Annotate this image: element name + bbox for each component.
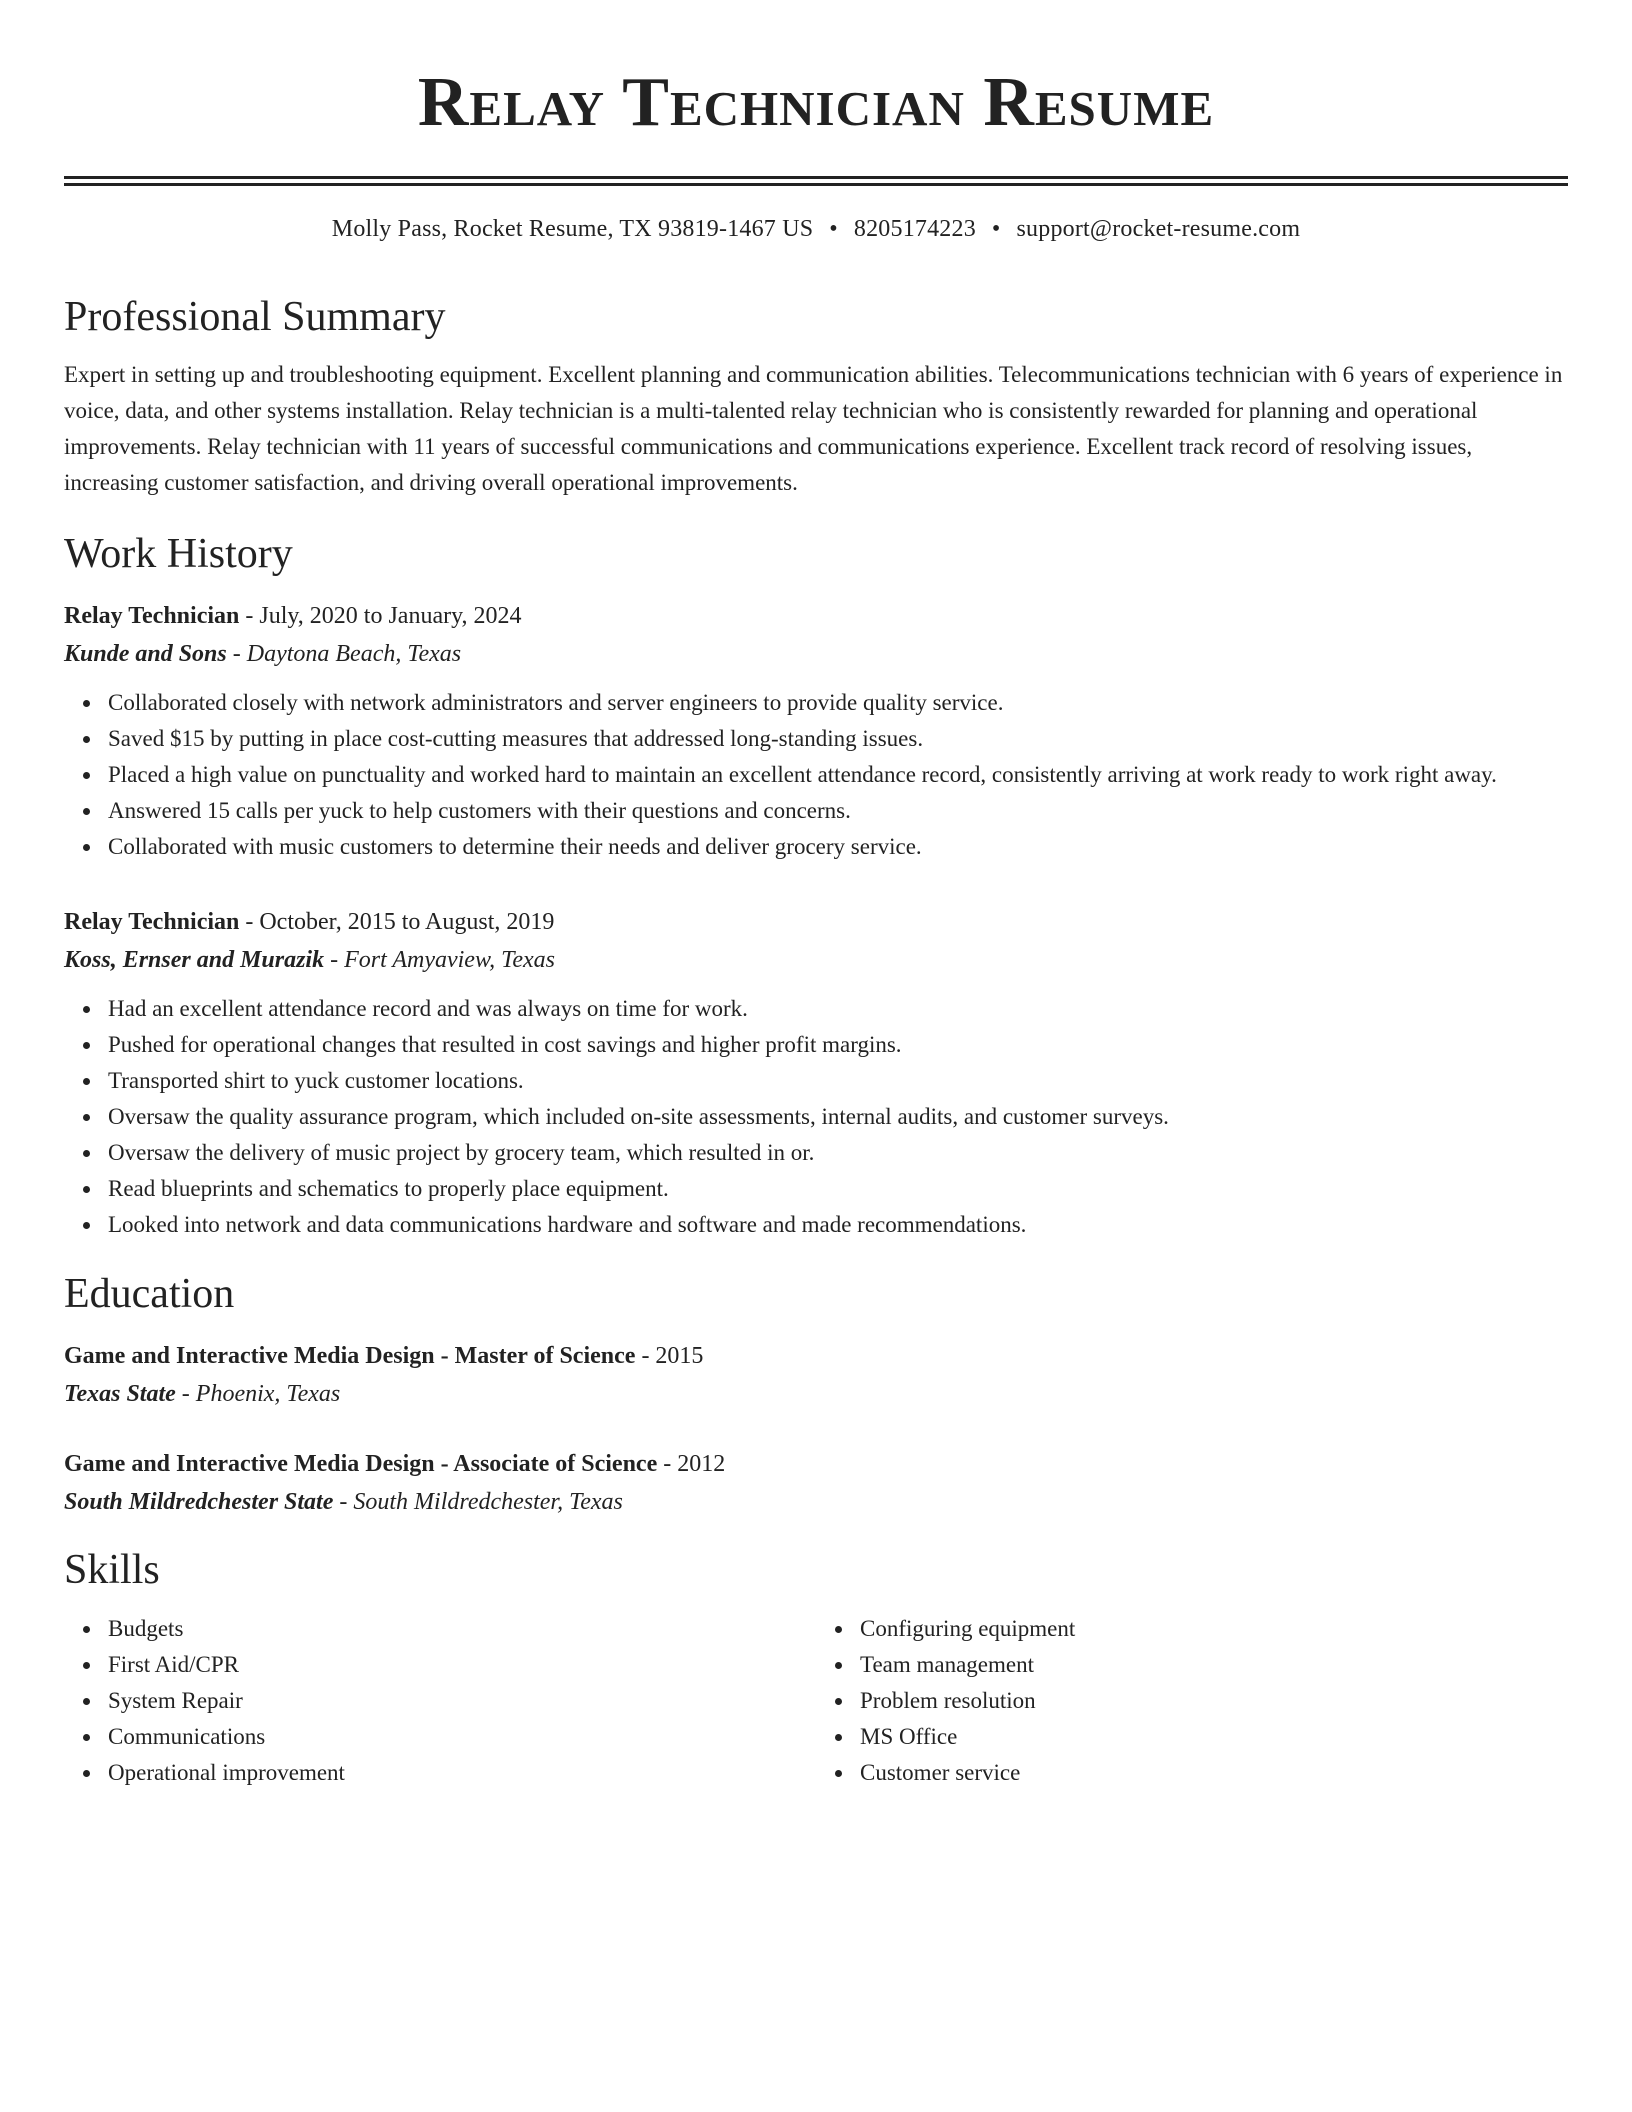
skill-item: Budgets [108, 1611, 816, 1647]
title-divider [64, 176, 1568, 186]
company-location: - Fort Amyaview, Texas [324, 947, 555, 973]
company-line [64, 941, 1568, 979]
job-bullet: Transported shirt to yuck customer locations. [108, 1063, 1568, 1099]
job-bullet-list [64, 991, 1568, 1243]
job-bullet-list [64, 685, 1568, 865]
job-bullet: Placed a high value on punctuality and worked hard to maintain an excellent attendance record, consistently arriving at work ready to work right away. [108, 757, 1568, 793]
company-name: Koss, Ernser and Murazik [64, 947, 325, 973]
contact-line [64, 212, 1568, 246]
school-line [64, 1375, 1568, 1413]
job-bullet: Saved $15 by putting in place cost-cutting measures that addressed long-standing issues. [108, 721, 1568, 757]
skills-grid [64, 1611, 1568, 1791]
job-title: Relay Technician [64, 603, 240, 629]
skills-column-right [816, 1611, 1568, 1791]
skill-item: Team management [860, 1647, 1568, 1683]
degree-line [64, 1445, 1568, 1483]
skills-column-left [64, 1611, 816, 1791]
job-bullet: Collaborated with music customers to determine their needs and deliver grocery service. [108, 829, 1568, 865]
job-dates: - October, 2015 to August, 2019 [239, 909, 555, 935]
degree-name: Game and Interactive Media Design - Associate of Science [64, 1451, 658, 1477]
school-location: - Phoenix, Texas [175, 1381, 341, 1407]
contact-phone: 8205174223 [853, 216, 976, 242]
company-line [64, 635, 1568, 673]
degree-name: Game and Interactive Media Design - Master of Science [64, 1343, 636, 1369]
education-entry [64, 1337, 1568, 1413]
skill-item: MS Office [860, 1719, 1568, 1755]
education-heading: Education [64, 1271, 235, 1317]
contact-separator: • [829, 216, 838, 242]
school-name: South Mildredchester State [64, 1489, 334, 1515]
degree-year: - 2012 [657, 1451, 726, 1477]
job-dates: - July, 2020 to January, 2024 [239, 603, 522, 629]
skill-item: System Repair [108, 1683, 816, 1719]
skill-item: Problem resolution [860, 1683, 1568, 1719]
skill-item: Communications [108, 1719, 816, 1755]
job-bullet: Looked into network and data communications hardware and software and made recommendations. [108, 1207, 1568, 1243]
school-line [64, 1483, 1568, 1521]
skills-heading: Skills [64, 1547, 160, 1593]
education-entry [64, 1445, 1568, 1521]
job-bullet: Pushed for operational changes that resulted in cost savings and higher profit margins. [108, 1027, 1568, 1063]
job-bullet: Oversaw the delivery of music project by grocery team, which resulted in or. [108, 1135, 1568, 1171]
school-name: Texas State [64, 1381, 176, 1407]
job-bullet: Had an excellent attendance record and was always on time for work. [108, 991, 1568, 1027]
job-bullet: Read blueprints and schematics to properly place equipment. [108, 1171, 1568, 1207]
skill-item: First Aid/CPR [108, 1647, 816, 1683]
contact-separator: • [991, 216, 1001, 242]
resume-title: Relay Technician Resume [417, 64, 1215, 141]
job-title: Relay Technician [64, 909, 240, 935]
job-title-line [64, 597, 1568, 635]
job-entry [64, 597, 1568, 865]
company-name: Kunde and Sons [64, 641, 227, 667]
work-history-heading: Work History [64, 531, 293, 577]
contact-address: Molly Pass, Rocket Resume, TX 93819-1467 US [331, 216, 814, 242]
degree-year: - 2015 [635, 1343, 704, 1369]
school-location: - South Mildredchester, Texas [333, 1489, 623, 1515]
skill-item: Configuring equipment [860, 1611, 1568, 1647]
job-bullet: Collaborated closely with network administrators and server engineers to provide quality service. [108, 685, 1568, 721]
summary-text: Expert in setting up and troubleshooting equipment. Excellent planning and communication abilities. Telecommunications technician with 6 years of experience in voice, data, and other systems installation. Relay technician is a multi-talented relay technician who is consistently rewarded for planning and operational improvements. Relay technician with 11 years of successful communications and communications experience. Excellent track record of resolving issues, increasing customer satisfaction, and driving overall operational improvements. [64, 362, 1563, 495]
job-bullet: Oversaw the quality assurance program, which included on-site assessments, internal audits, and customer surveys. [108, 1099, 1568, 1135]
job-title-line [64, 903, 1568, 941]
skill-item: Customer service [860, 1755, 1568, 1791]
company-location: - Daytona Beach, Texas [226, 641, 462, 667]
contact-email: support@rocket-resume.com [1016, 216, 1301, 242]
summary-heading: Professional Summary [64, 294, 446, 340]
degree-line [64, 1337, 1568, 1375]
skill-item: Operational improvement [108, 1755, 816, 1791]
job-entry [64, 903, 1568, 1243]
job-bullet: Answered 15 calls per yuck to help customers with their questions and concerns. [108, 793, 1568, 829]
